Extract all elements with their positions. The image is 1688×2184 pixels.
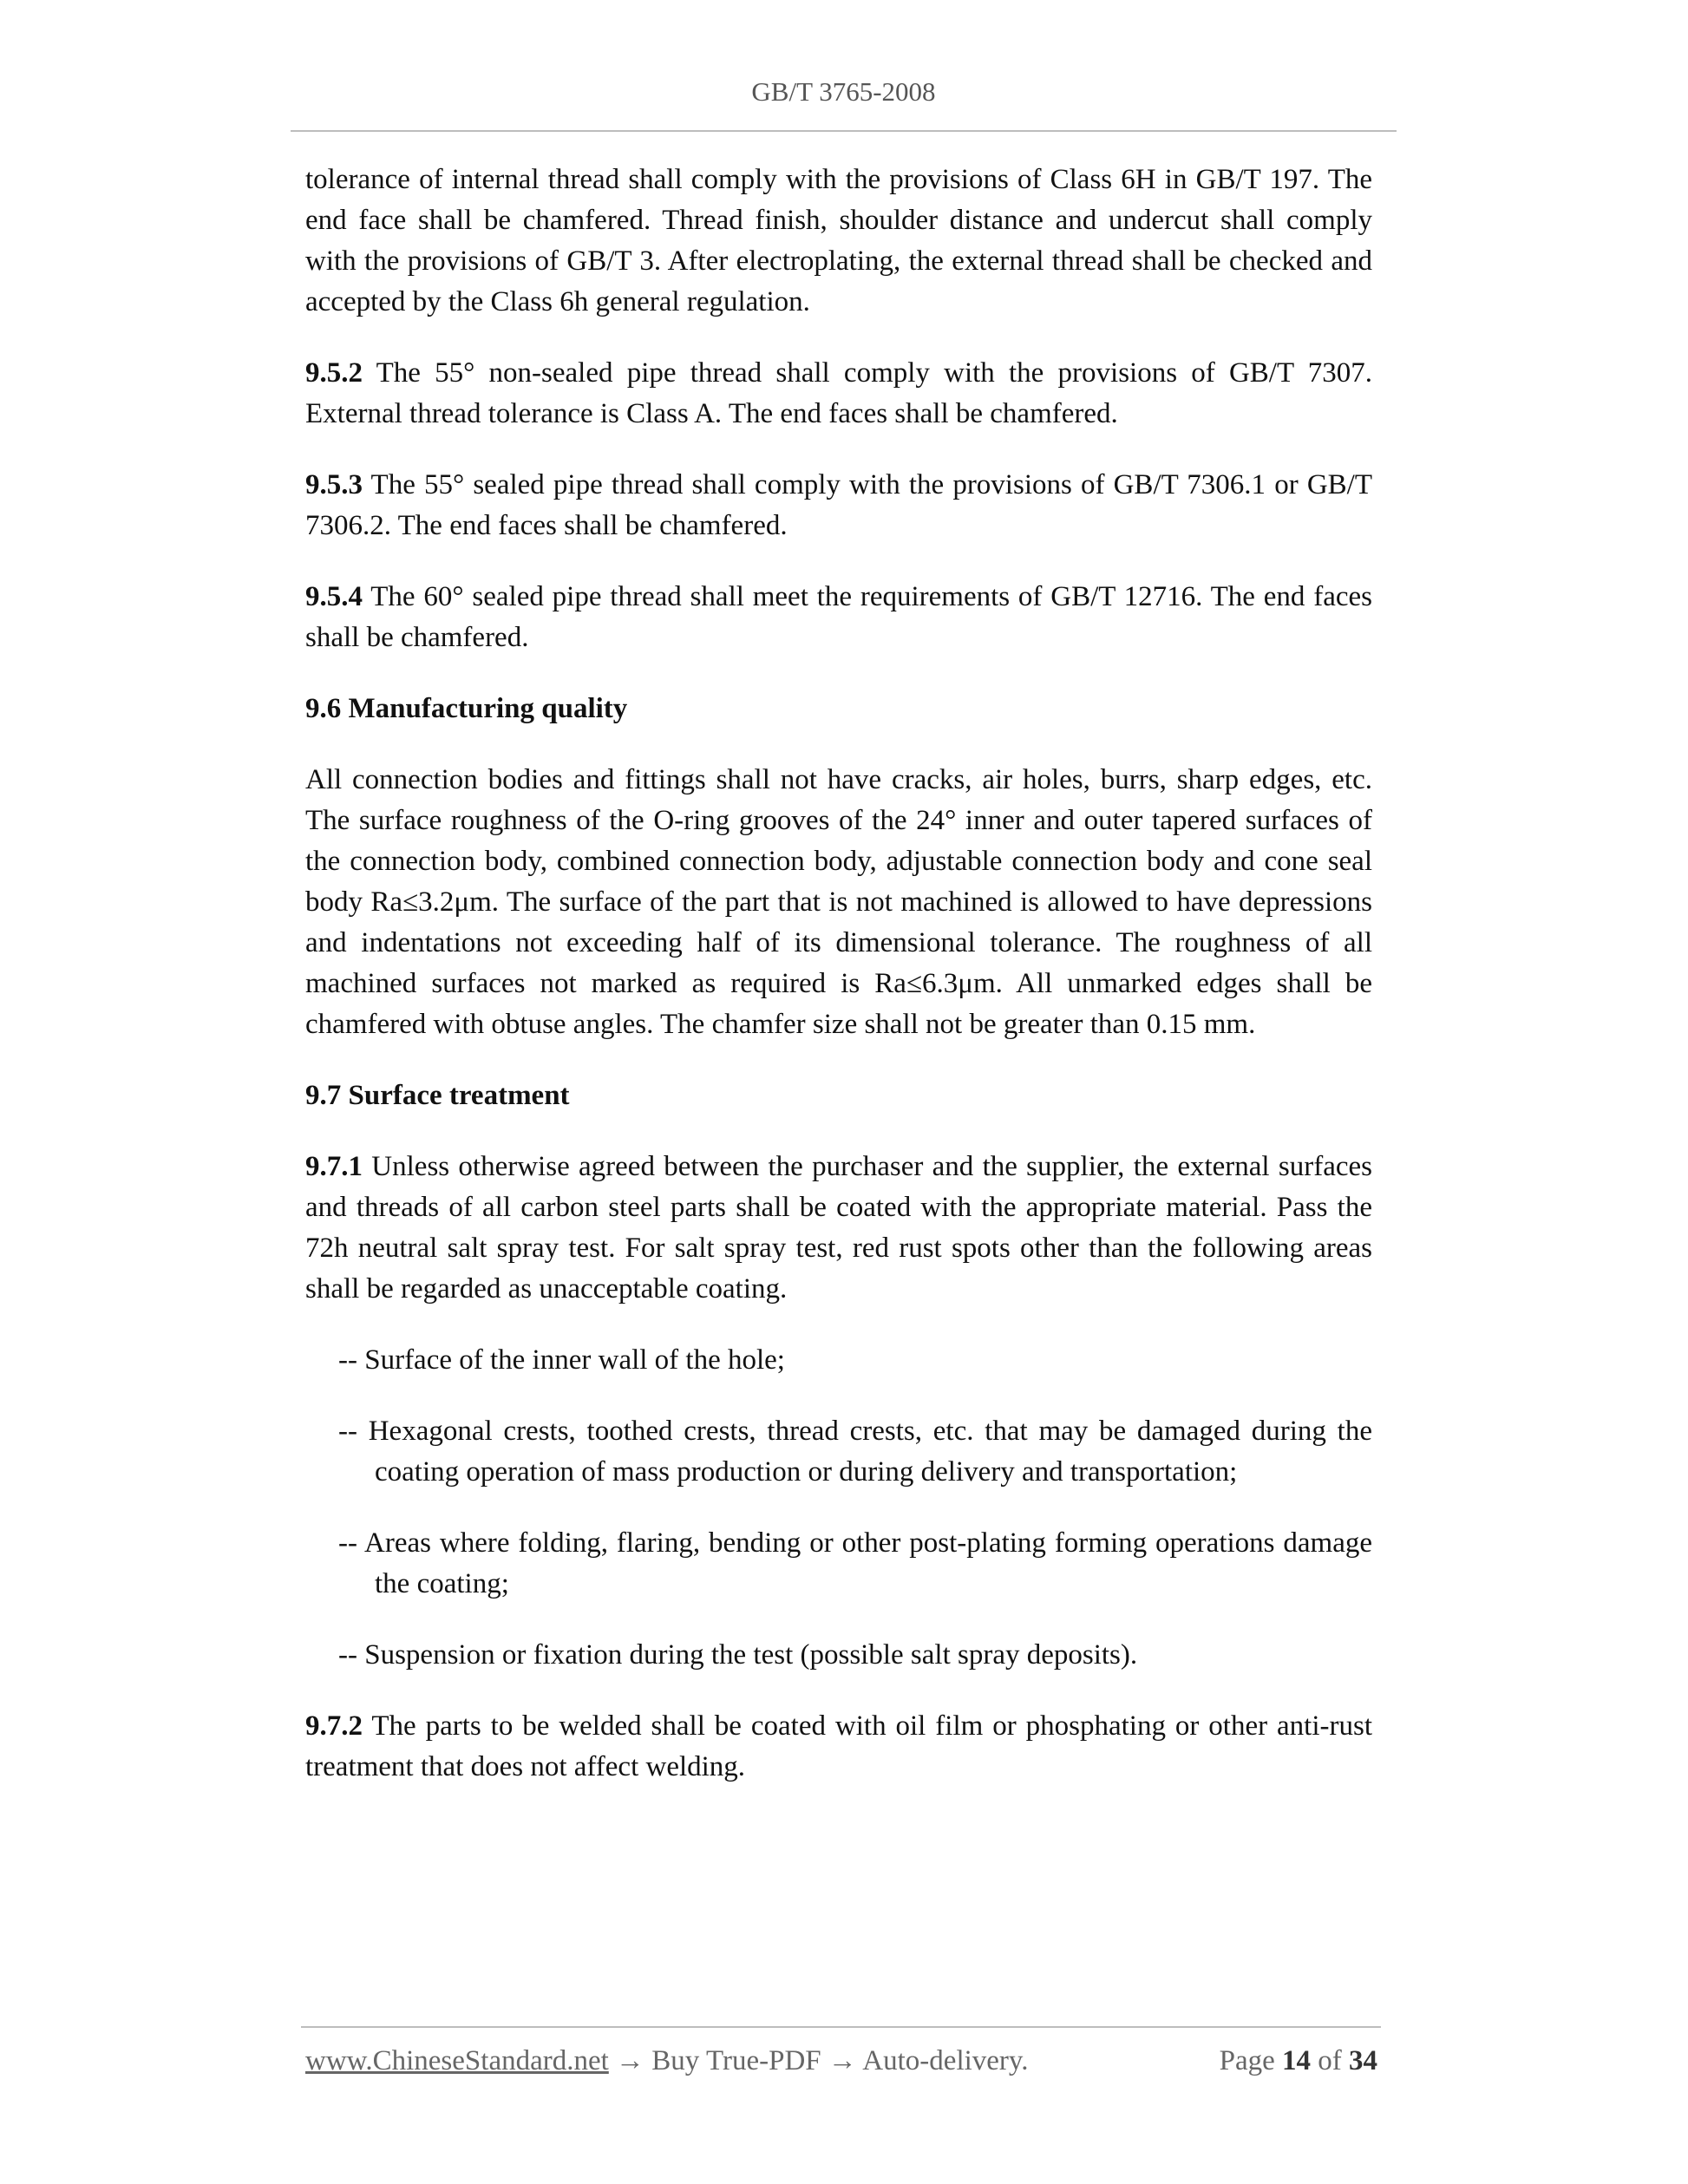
clause-number: 9.5.4 (305, 581, 363, 612)
page-number (1220, 2045, 1377, 2077)
section-heading-9-6: 9.6 Manufacturing quality (305, 693, 628, 724)
list-item: -- Surface of the inner wall of the hole; (338, 1344, 785, 1376)
clause-text: The 55° non-sealed pipe thread shall comply with the provisions of GB/T 7307. External thread tolerance is Class A. The end faces shall be chamfered. (305, 357, 1373, 429)
footer-promo (305, 2045, 1029, 2077)
body-content (305, 160, 1372, 1788)
clause-9-7-2 (305, 1706, 1372, 1788)
total-pages: 34 (1349, 2045, 1377, 2076)
clause-number: 9.5.3 (305, 469, 363, 500)
list-item: -- Hexagonal crests, toothed crests, thread crests, etc. that may be damaged during the coating operation of mass production or during delivery and transportation; (338, 1416, 1372, 1488)
footer-divider (301, 2026, 1381, 2028)
clause-9-7-1 (305, 1147, 1372, 1310)
paragraph-manufacturing-quality: All connection bodies and fittings shall not have cracks, air holes, burrs, sharp edges, etc. The surface roughness of the O-ring grooves of the 24° inner and outer tapered surfaces of the connection body, combined connection body, adjustable connection body and cone seal body Ra≤3.2μm. The surface of the part that is not machined is allowed to have depressions and indentations not exceeding half of its dimensional tolerance. The roughness of all machined surfaces not marked as required is Ra≤6.3μm. All unmarked edges shall be chamfered with obtuse angles. The chamfer size shall not be greater than 0.15 mm. (305, 764, 1372, 1040)
header-divider (291, 130, 1397, 132)
section-heading-9-7: 9.7 Surface treatment (305, 1080, 570, 1111)
clause-number: 9.5.2 (305, 357, 363, 389)
clause-9-5-2 (305, 353, 1372, 435)
clause-number: 9.7.1 (305, 1151, 363, 1182)
header-title: GB/T 3765-2008 (751, 76, 936, 107)
clause-text: Unless otherwise agreed between the purchaser and the supplier, the external surfaces and threads of all carbon steel parts shall be coated with the appropriate material. Pass the 72h neutral salt spray test. For salt spray test, red rust spots other than the following areas shall be regarded as unacceptable coating. (305, 1151, 1373, 1305)
of-label: of (1311, 2045, 1349, 2076)
clause-text: The 60° sealed pipe thread shall meet the requirements of GB/T 12716. The end faces shall be chamfered. (305, 581, 1372, 653)
paragraph-continuation: tolerance of internal thread shall comply with the provisions of Class 6H in GB/T 197. The end face shall be chamfered. Thread finish, shoulder distance and undercut shall comply with the provisions of GB/T 3. After electroplating, the external thread shall be checked and accepted by the Class 6h general regulation. (305, 164, 1372, 317)
website-link[interactable]: www.ChineseStandard.net (305, 2045, 609, 2076)
footer-promo-text: → Buy True-PDF → Auto-delivery. (608, 2045, 1029, 2076)
clause-text: The parts to be welded shall be coated with oil film or phosphating or other anti-rust treatment that does not affect welding. (305, 1710, 1373, 1782)
clause-text: The 55° sealed pipe thread shall comply with the provisions of GB/T 7306.1 or GB/T 7306.2. The end faces shall be chamfered. (305, 469, 1372, 541)
clause-number: 9.7.2 (305, 1710, 363, 1742)
clause-9-5-3 (305, 465, 1372, 546)
page-label: Page (1219, 2045, 1282, 2076)
list-item: -- Suspension or fixation during the test (possible salt spray deposits). (338, 1639, 1138, 1671)
clause-9-5-4 (305, 577, 1372, 658)
current-page: 14 (1282, 2045, 1311, 2076)
list-item: -- Areas where folding, flaring, bending or other post-plating forming operations damage the coating; (338, 1527, 1372, 1599)
